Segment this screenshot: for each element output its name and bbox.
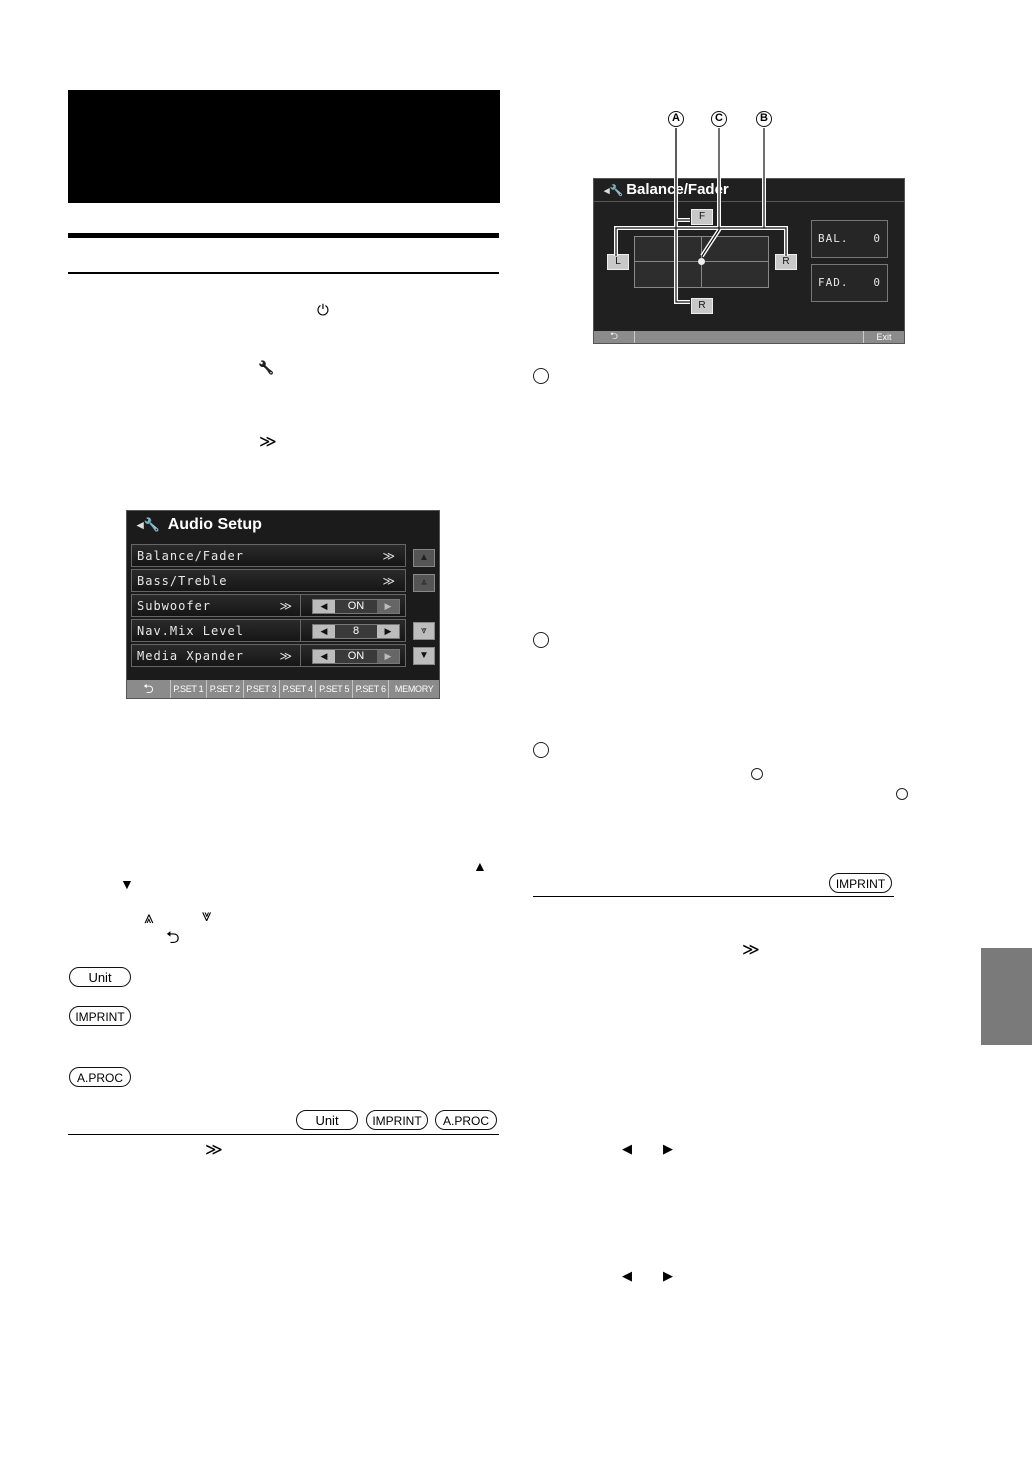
right-triangle-icon: ▶ bbox=[663, 1268, 673, 1283]
back-icon: ⮌ bbox=[166, 928, 180, 947]
callout-c: C bbox=[711, 111, 727, 127]
page-down-button[interactable]: ⩔ bbox=[413, 622, 435, 640]
scroll-down-button[interactable]: ▼ bbox=[413, 647, 435, 665]
imprint-mode-label: IMPRINT bbox=[366, 1110, 428, 1130]
audio-setup-title: ◂🔧 Audio Setup bbox=[137, 516, 262, 533]
memory-button[interactable]: MEMORY bbox=[394, 684, 434, 694]
page-up-icon: ⩓ bbox=[144, 908, 154, 927]
front-button[interactable]: F bbox=[691, 209, 713, 225]
wrench-icon: 🔧 bbox=[258, 360, 275, 375]
left-arrow-button[interactable]: ◀ bbox=[313, 600, 335, 613]
back-button[interactable]: ⮌ bbox=[127, 680, 171, 698]
double-arrow-icon: ≫ bbox=[205, 1140, 223, 1159]
preset-4-button[interactable]: P.SET 4 bbox=[280, 680, 316, 698]
speaker-wrench-icon: ◂🔧 bbox=[137, 517, 160, 532]
right-triangle-icon: ▶ bbox=[663, 1141, 673, 1156]
callout-b: B bbox=[756, 111, 772, 127]
subsection-rule bbox=[68, 1134, 499, 1135]
rear-button[interactable]: R bbox=[691, 298, 713, 314]
right-arrow-button[interactable]: ▶ bbox=[377, 600, 399, 613]
imprint-mode-label: IMPRINT bbox=[829, 873, 892, 893]
subwoofer-selector bbox=[312, 599, 400, 614]
media-xpander-selector bbox=[312, 649, 400, 664]
double-arrow-icon: ≫ bbox=[382, 549, 395, 563]
left-button[interactable]: L bbox=[607, 254, 629, 270]
unit-mode-label: Unit bbox=[296, 1110, 358, 1130]
right-button[interactable]: R bbox=[775, 254, 797, 270]
aproc-mode-label: A.PROC bbox=[435, 1110, 497, 1130]
aproc-mode-label: A.PROC bbox=[69, 1067, 131, 1087]
page-down-icon: ⩔ bbox=[202, 906, 212, 925]
page-up-button[interactable]: ⩓ bbox=[413, 574, 435, 592]
back-button[interactable]: ⮌ bbox=[594, 331, 635, 343]
nav-mix-value: 8 bbox=[352, 625, 360, 637]
audio-setup-bottom-bar bbox=[127, 680, 439, 698]
subsection-rule bbox=[533, 896, 894, 897]
callout-marker-small bbox=[751, 768, 763, 780]
balance-fader-bottom-bar bbox=[594, 331, 904, 343]
left-arrow-button[interactable]: ◀ bbox=[313, 650, 335, 663]
menu-row-balance-fader[interactable]: Balance/Fader ≫ bbox=[131, 544, 406, 567]
preset-1-button[interactable]: P.SET 1 bbox=[171, 680, 207, 698]
menu-row-bass-treble[interactable]: Bass/Treble ≫ bbox=[131, 569, 406, 592]
scroll-up-button[interactable]: ▲ bbox=[413, 549, 435, 567]
double-arrow-icon: ≫ bbox=[259, 432, 277, 451]
balance-fader-title: ◂🔧 Balance/Fader bbox=[604, 181, 729, 198]
speaker-wrench-icon: ◂🔧 bbox=[604, 185, 624, 197]
double-arrow-icon: ≫ bbox=[279, 599, 292, 613]
balance-readout: BAL. 0 bbox=[811, 220, 888, 258]
exit-button[interactable]: Exit bbox=[863, 331, 904, 343]
section-rule-thin bbox=[68, 272, 499, 274]
unit-mode-label: Unit bbox=[69, 967, 131, 987]
section-rule-thick bbox=[68, 233, 499, 238]
left-triangle-icon: ◀ bbox=[622, 1268, 632, 1283]
chapter-side-tab bbox=[981, 948, 1032, 1045]
callout-leader-lines bbox=[590, 120, 820, 320]
preset-3-button[interactable]: P.SET 3 bbox=[244, 680, 280, 698]
menu-row-nav-mix-level[interactable]: Nav.Mix Level ◀ 8 ▶ bbox=[131, 619, 406, 642]
power-icon: ⏻ bbox=[317, 302, 329, 319]
menu-row-media-xpander[interactable]: Media Xpander ≫ ◀ ON ▶ bbox=[131, 644, 406, 667]
preset-5-button[interactable]: P.SET 5 bbox=[316, 680, 352, 698]
up-triangle-icon: ▲ bbox=[473, 858, 487, 874]
double-arrow-icon: ≫ bbox=[382, 574, 395, 588]
preset-2-button[interactable]: P.SET 2 bbox=[207, 680, 243, 698]
double-arrow-icon: ≫ bbox=[279, 649, 292, 663]
down-triangle-icon: ▼ bbox=[120, 876, 134, 892]
section-header-bar bbox=[68, 90, 500, 203]
menu-row-subwoofer[interactable]: Subwoofer ≫ ◀ ON ▶ bbox=[131, 594, 406, 617]
media-xpander-value: ON bbox=[347, 650, 365, 662]
audio-setup-screen bbox=[126, 510, 440, 699]
right-arrow-button[interactable]: ▶ bbox=[377, 625, 399, 638]
callout-a: A bbox=[668, 111, 684, 127]
preset-6-button[interactable]: P.SET 6 bbox=[353, 680, 389, 698]
right-arrow-button[interactable]: ▶ bbox=[377, 650, 399, 663]
left-triangle-icon: ◀ bbox=[622, 1141, 632, 1156]
left-arrow-button[interactable]: ◀ bbox=[313, 625, 335, 638]
fader-readout: FAD. 0 bbox=[811, 264, 888, 302]
double-arrow-icon: ≫ bbox=[742, 940, 760, 959]
nav-mix-selector bbox=[312, 624, 400, 639]
subwoofer-value: ON bbox=[347, 600, 365, 612]
callout-marker-c bbox=[533, 742, 549, 758]
callout-marker-a bbox=[533, 368, 549, 384]
callout-marker-b bbox=[533, 632, 549, 648]
imprint-mode-label: IMPRINT bbox=[69, 1006, 131, 1026]
callout-marker-small bbox=[896, 788, 908, 800]
